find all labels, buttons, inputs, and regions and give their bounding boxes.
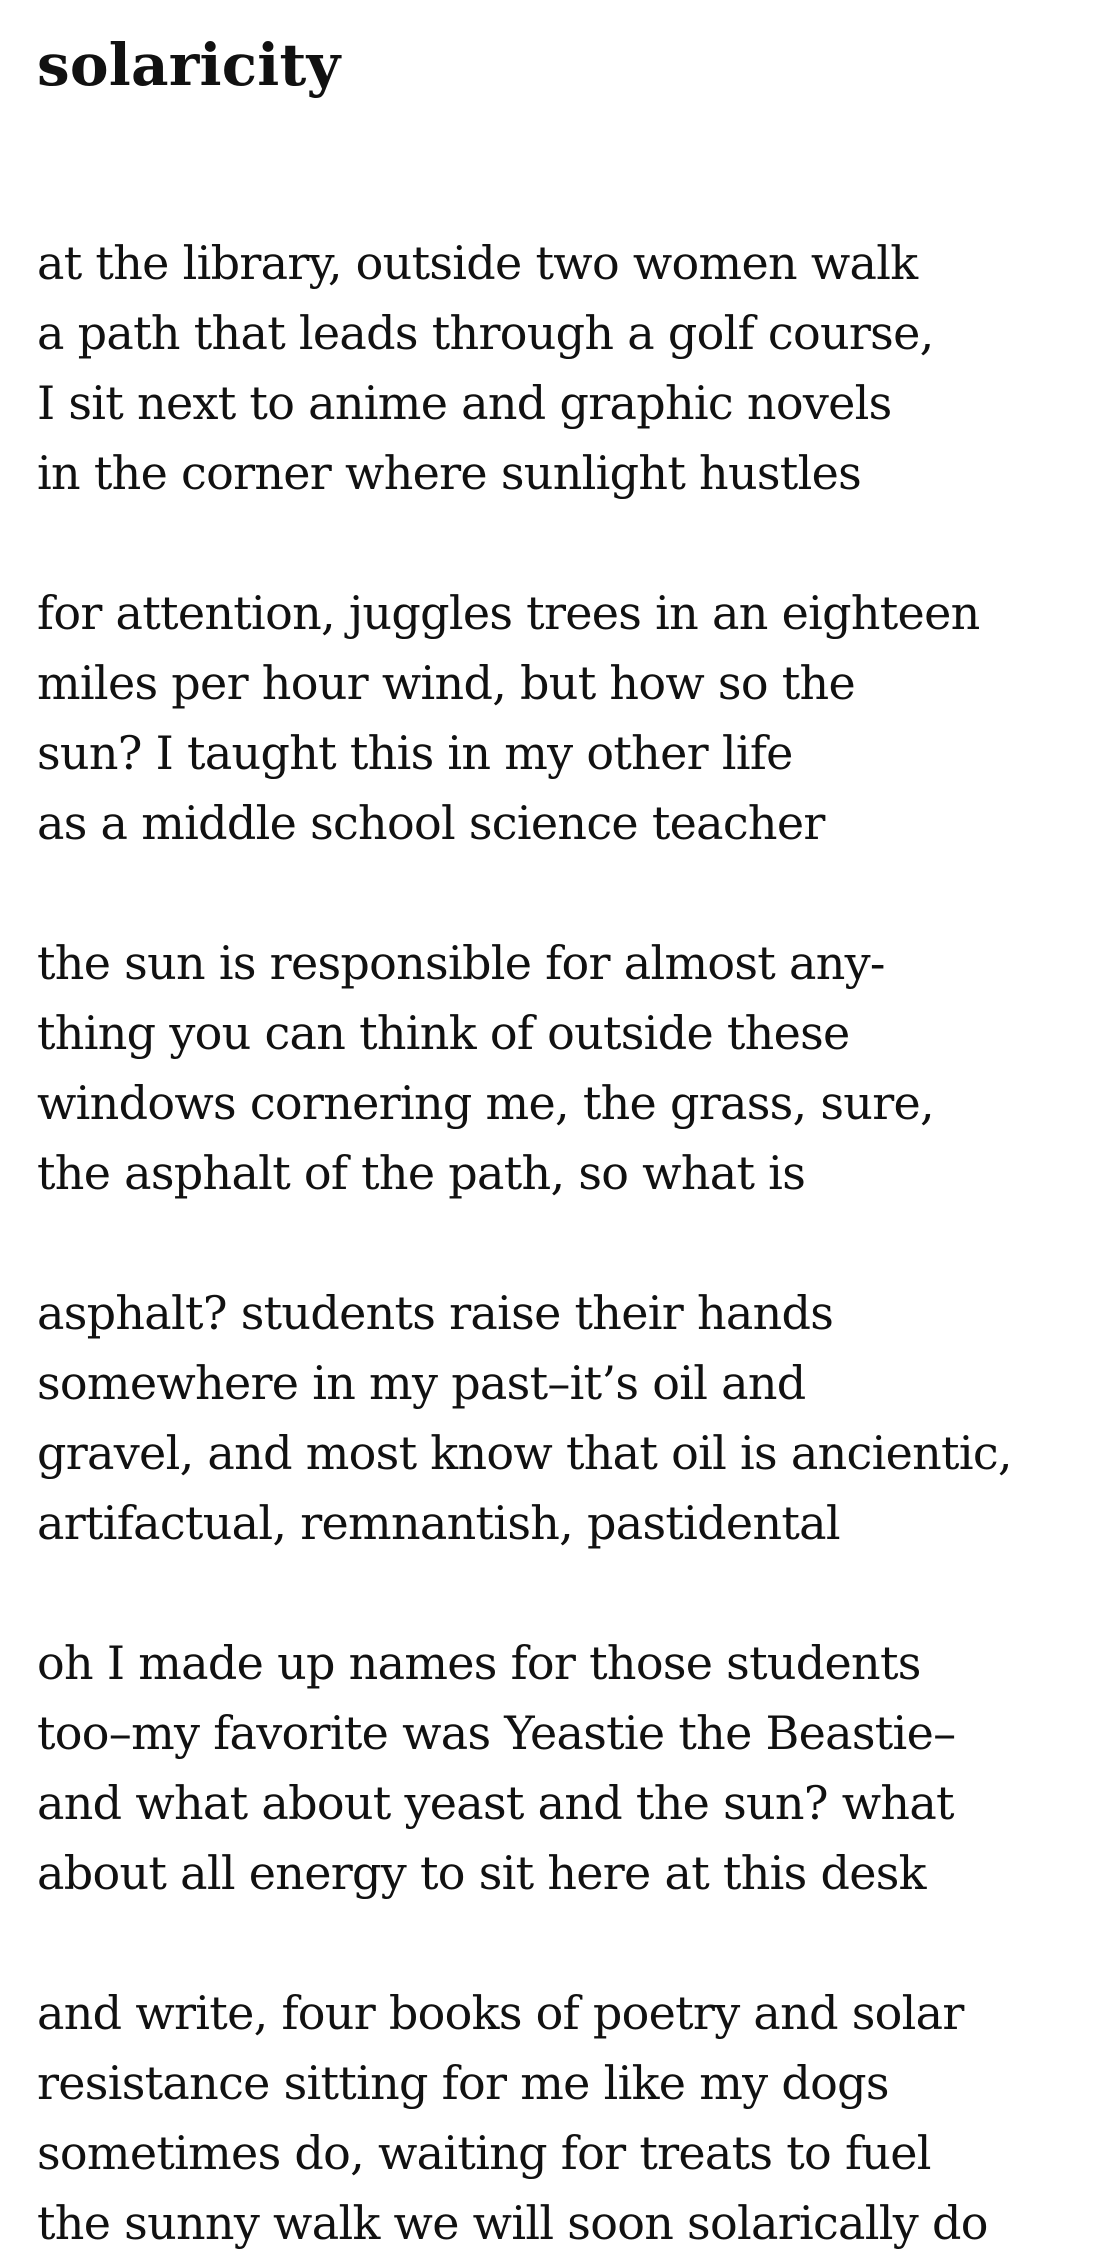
- poem-line: artifactual, remnantish, pastidental: [37, 1496, 840, 1550]
- poem-line: about all energy to sit here at this desk: [37, 1846, 926, 1900]
- poem-line: thing you can think of outside these: [37, 1006, 850, 1060]
- stanza-3: [37, 928, 1067, 1208]
- stanza-6: [37, 1978, 1067, 2258]
- poem-line: sometimes do, waiting for treats to fuel: [37, 2126, 931, 2180]
- stanza-1: [37, 228, 1067, 508]
- poem-line: I sit next to anime and graphic novels: [37, 376, 892, 430]
- poem-page: [37, 28, 1067, 2258]
- poem-body: [37, 228, 1067, 2258]
- stanza-4: [37, 1278, 1067, 1558]
- poem-line: as a middle school science teacher: [37, 796, 825, 850]
- poem-line: a path that leads through a golf course,: [37, 306, 934, 360]
- poem-line: the asphalt of the path, so what is: [37, 1146, 806, 1200]
- poem-line: the sun is responsible for almost any-: [37, 936, 885, 990]
- poem-line: at the library, outside two women walk: [37, 236, 918, 290]
- poem-line: windows cornering me, the grass, sure,: [37, 1076, 934, 1130]
- poem-line: too–my favorite was Yeastie the Beastie–: [37, 1706, 956, 1760]
- poem-line: sun? I taught this in my other life: [37, 726, 793, 780]
- poem-line: the sunny walk we will soon solarically do: [37, 2196, 988, 2250]
- poem-line: and write, four books of poetry and solar: [37, 1986, 964, 2040]
- poem-line: miles per hour wind, but how so the: [37, 656, 855, 710]
- poem-line: in the corner where sunlight hustles: [37, 446, 862, 500]
- poem-line: asphalt? students raise their hands: [37, 1286, 834, 1340]
- poem-title: solaricity: [37, 31, 341, 99]
- poem-line: gravel, and most know that oil is ancientic,: [37, 1426, 1012, 1480]
- poem-line: for attention, juggles trees in an eighteen: [37, 586, 980, 640]
- poem-line: resistance sitting for me like my dogs: [37, 2056, 889, 2110]
- stanza-5: [37, 1628, 1067, 1908]
- stanza-2: [37, 578, 1067, 858]
- poem-line: somewhere in my past–it’s oil and: [37, 1356, 806, 1410]
- poem-line: and what about yeast and the sun? what: [37, 1776, 954, 1830]
- poem-line: oh I made up names for those students: [37, 1636, 921, 1690]
